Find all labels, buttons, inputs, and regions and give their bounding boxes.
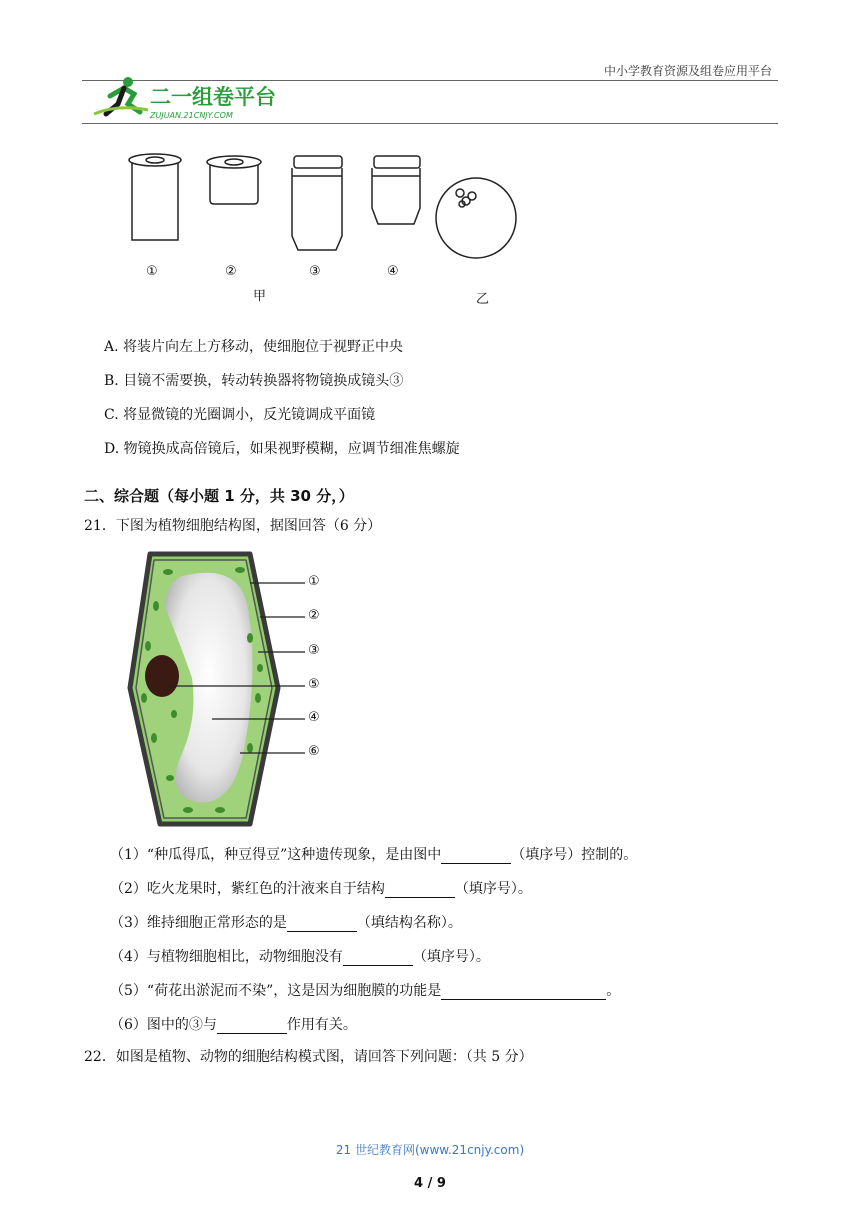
option-d: D. 物镜换成高倍镜后，如果视野模糊，应调节细准焦螺旋	[104, 441, 460, 457]
logo	[88, 74, 288, 122]
plant-cell-figure	[100, 548, 340, 833]
lens-figure	[120, 148, 530, 308]
cell-label-1: ①	[308, 574, 320, 589]
answer-blank[interactable]	[441, 985, 606, 1000]
platform-name: 中小学教育资源及组卷应用平台	[603, 64, 772, 78]
header-rule-bottom	[82, 123, 778, 124]
lens-label-3: ③	[309, 264, 321, 279]
cell-label-2: ②	[308, 608, 320, 623]
cell-label-6: ⑥	[308, 744, 320, 759]
yi-label: 乙	[476, 292, 490, 307]
q21-sub-5: （5）“荷花出淤泥而不染”，这是因为细胞膜的功能是 。	[110, 983, 621, 999]
logo-url: ZUJUAN.21CNJY.COM	[150, 111, 233, 120]
jia-label: 甲	[253, 289, 267, 304]
option-c: C. 将显微镜的光圈调小，反光镜调成平面镜	[104, 407, 376, 423]
answer-blank[interactable]	[287, 917, 357, 932]
answer-blank[interactable]	[441, 849, 511, 864]
cell-label-5: ⑤	[308, 677, 320, 692]
footer-site-link[interactable]: 21 世纪教育网(www.21cnjy.com)	[335, 1143, 525, 1157]
page-number: 4 / 9	[414, 1176, 446, 1191]
q21-sub-1: （1）“种瓜得瓜，种豆得豆”这种遗传现象，是由图中 （填序号）控制的。	[110, 847, 638, 863]
answer-blank[interactable]	[385, 883, 455, 898]
lens-label-1: ①	[146, 264, 158, 279]
cell-label-3: ③	[308, 643, 320, 658]
logo-text: 二一组卷平台	[150, 85, 276, 109]
q21-sub-6: （6）图中的③与 作用有关。	[110, 1017, 357, 1033]
q21-sub-4: （4）与植物细胞相比，动物细胞没有 （填序号）。	[110, 949, 490, 965]
option-a: A. 将装片向左上方移动，使细胞位于视野正中央	[104, 339, 404, 355]
section-title: 二、综合题（每小题 1 分，共 30 分，）	[84, 487, 354, 505]
runner-logo-icon	[88, 74, 288, 122]
answer-blank[interactable]	[343, 951, 413, 966]
cell-label-4: ④	[308, 710, 320, 725]
lens-label-4: ④	[387, 264, 399, 279]
q21-stem: 21．下图为植物细胞结构图，据图回答（6 分）	[84, 518, 382, 534]
lens-label-2: ②	[225, 264, 237, 279]
q21-sub-3: （3）维持细胞正常形态的是 （填结构名称）。	[110, 915, 462, 931]
answer-blank[interactable]	[217, 1019, 287, 1034]
q22-stem: 22．如图是植物、动物的细胞结构模式图，请回答下列问题：（共 5 分）	[84, 1049, 533, 1065]
q21-sub-2: （2）吃火龙果时，紫红色的汁液来自于结构 （填序号）。	[110, 881, 532, 897]
option-b: B. 目镜不需要换，转动转换器将物镜换成镜头③	[104, 373, 404, 389]
